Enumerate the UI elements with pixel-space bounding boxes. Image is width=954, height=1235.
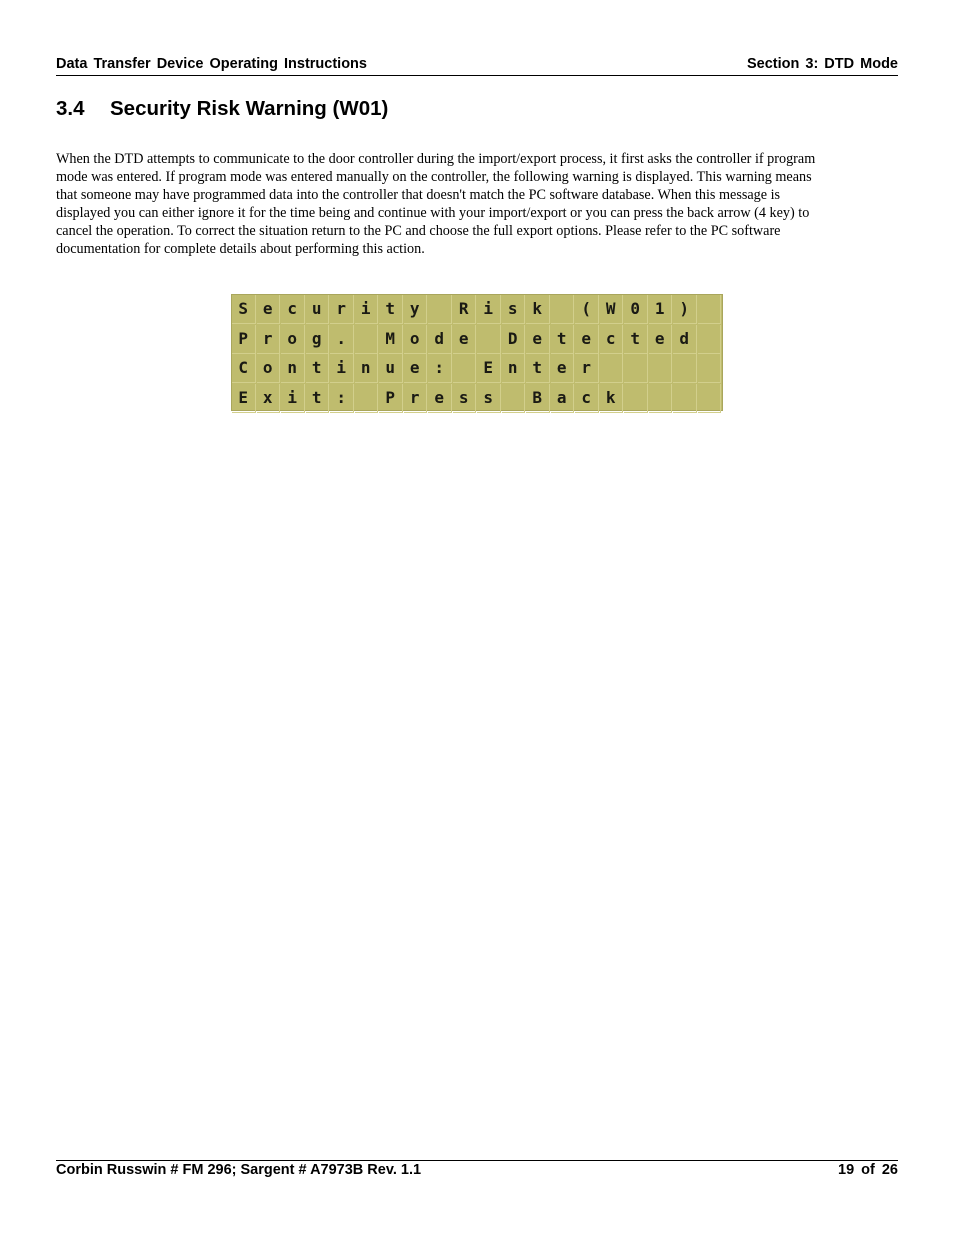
lcd-character-cell: : [330,384,354,413]
lcd-character-cell: e [453,325,477,354]
lcd-character-cell [477,325,501,354]
lcd-character-cell: g [306,325,330,354]
lcd-character-cell: n [355,354,379,383]
lcd-character-cell: s [477,384,501,413]
lcd-character-cell: ) [673,295,697,324]
footer-part-numbers: Corbin Russwin # FM 296; Sargent # A7973B Rev. 1.1 [56,1162,422,1178]
lcd-character-cell: y [404,295,428,324]
lcd-character-cell: M [379,325,403,354]
lcd-character-cell: E [477,354,501,383]
lcd-character-cell: i [355,295,379,324]
lcd-display [231,294,723,411]
lcd-character-cell: t [551,325,575,354]
page-footer [56,1160,898,1178]
lcd-line [232,295,722,324]
lcd-character-cell: t [306,384,330,413]
lcd-character-cell: d [673,325,697,354]
lcd-character-cell [698,295,722,324]
lcd-character-cell: o [257,354,281,383]
lcd-character-cell: u [306,295,330,324]
lcd-line [232,325,722,354]
lcd-character-cell: S [232,295,256,324]
lcd-character-cell: 1 [649,295,673,324]
lcd-character-cell: e [649,325,673,354]
lcd-character-cell: e [257,295,281,324]
lcd-character-cell [355,384,379,413]
lcd-character-cell: R [453,295,477,324]
lcd-character-cell [698,354,722,383]
lcd-character-cell: k [600,384,624,413]
lcd-character-cell: c [281,295,305,324]
lcd-character-cell: n [502,354,526,383]
lcd-character-cell: e [551,354,575,383]
lcd-character-cell: : [428,354,452,383]
lcd-character-cell: s [453,384,477,413]
lcd-character-cell: P [232,325,256,354]
lcd-character-cell: a [551,384,575,413]
body-line: documentation for complete details about performing this action. [56,241,425,257]
lcd-character-cell [624,354,648,383]
lcd-character-cell: D [502,325,526,354]
lcd-character-cell: r [330,295,354,324]
body-paragraph [56,150,898,258]
header-section-title: Section 3: DTD Mode [746,56,898,72]
lcd-character-cell: 0 [624,295,648,324]
lcd-character-cell [649,384,673,413]
lcd-character-cell: E [232,384,256,413]
lcd-character-cell [355,325,379,354]
lcd-character-cell [649,354,673,383]
lcd-character-cell: o [281,325,305,354]
lcd-character-cell [453,354,477,383]
lcd-character-cell: ( [575,295,599,324]
lcd-character-cell [600,354,624,383]
lcd-character-cell: t [526,354,550,383]
lcd-character-cell: n [281,354,305,383]
lcd-character-cell: e [575,325,599,354]
lcd-character-cell: r [575,354,599,383]
lcd-character-cell [428,295,452,324]
lcd-character-cell: t [306,354,330,383]
lcd-character-cell: s [502,295,526,324]
section-title: Security Risk Warning (W01) [110,97,389,120]
body-line: that someone may have programmed data into the controller that doesn't match the PC software database. When this message is [56,187,781,203]
lcd-character-cell: i [281,384,305,413]
lcd-character-cell [698,325,722,354]
lcd-character-cell: . [330,325,354,354]
lcd-character-cell [673,384,697,413]
lcd-character-cell: e [404,354,428,383]
lcd-character-cell: e [428,384,452,413]
lcd-line [232,384,722,413]
lcd-character-cell: c [575,384,599,413]
body-line: displayed you can either ignore it for the time being and continue with your import/export or you can press the back arrow (4 key) to [56,205,810,221]
page-header [56,56,898,76]
header-document-title: Data Transfer Device Operating Instructions [56,56,367,72]
lcd-character-cell: W [600,295,624,324]
lcd-character-cell: t [379,295,403,324]
body-line: When the DTD attempts to communicate to the door controller during the import/export process, it first asks the controller if program [56,151,816,167]
lcd-character-cell: o [404,325,428,354]
lcd-character-cell [551,295,575,324]
lcd-character-cell: k [526,295,550,324]
lcd-character-cell: x [257,384,281,413]
lcd-character-cell [624,384,648,413]
body-line: mode was entered. If program mode was entered manually on the controller, the following warning is displayed. This warning means [56,169,812,185]
lcd-character-cell: i [477,295,501,324]
lcd-character-cell: u [379,354,403,383]
lcd-character-cell: B [526,384,550,413]
body-line: cancel the operation. To correct the situation return to the PC and choose the full export options. Please refer to the PC software [56,223,781,239]
section-heading [56,97,388,121]
lcd-character-cell [698,384,722,413]
lcd-character-cell: r [257,325,281,354]
lcd-line [232,354,722,383]
footer-page-number: 19 of 26 [838,1162,898,1178]
lcd-character-cell: e [526,325,550,354]
section-number: 3.4 [56,97,85,120]
lcd-character-cell: r [404,384,428,413]
lcd-character-cell [673,354,697,383]
lcd-character-cell: c [600,325,624,354]
lcd-character-cell [502,384,526,413]
lcd-character-cell: C [232,354,256,383]
lcd-character-cell: P [379,384,403,413]
lcd-character-cell: t [624,325,648,354]
lcd-character-cell: d [428,325,452,354]
lcd-character-cell: i [330,354,354,383]
